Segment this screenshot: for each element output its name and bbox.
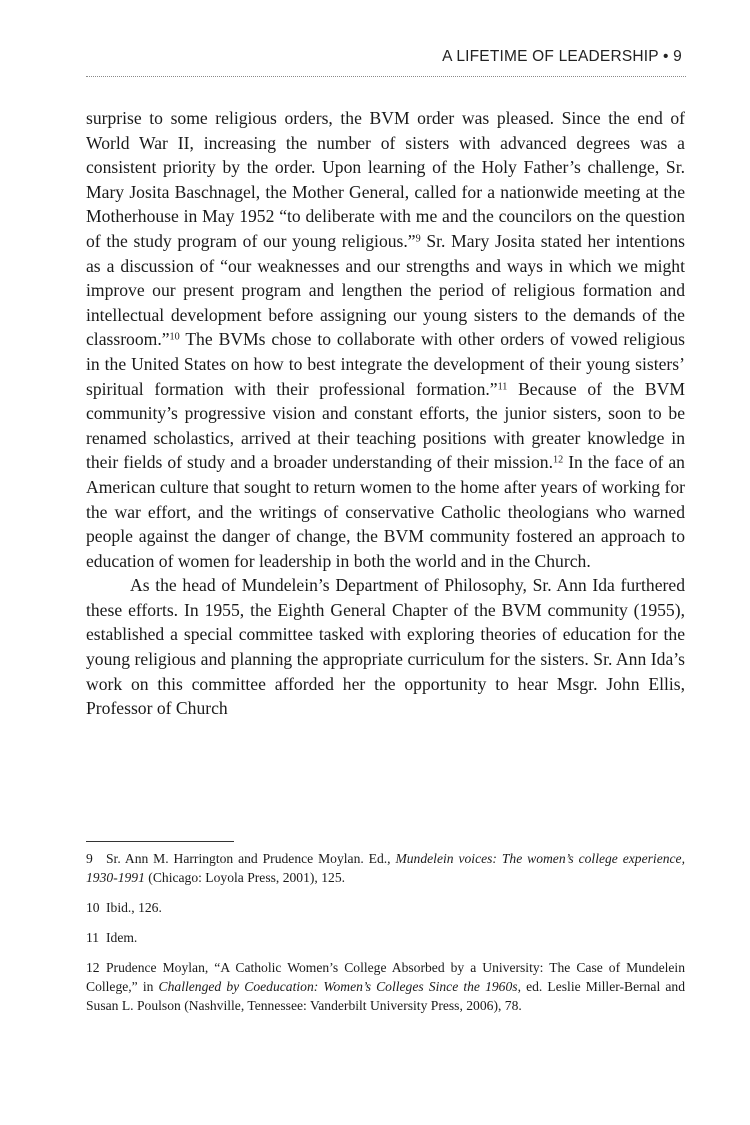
footnote-number: 12: [86, 960, 100, 975]
running-head: A LIFETIME OF LEADERSHIP • 9: [442, 48, 682, 65]
paragraph-text: In the face of an American culture that sought to return women to the home after years of working for the war effort, and the writings of conservative Catholic theologians who warned people against the danger of change, the BVM community fostered an approach to education of women for leadership in both the world and in the Church.: [86, 452, 685, 571]
footnote-divider: [86, 841, 234, 842]
paragraph-text: surprise to some religious orders, the BVM order was pleased. Since the end of World War II, increasing the number of sisters with advanced degrees was a consistent priority by the order. Upon learning of the Holy Father’s challenge, Sr. Mary Josita Baschnagel, the Mother General, called for a nationwide meeting at the Motherhouse in May 1952 “to deliberate with me and the councilors on the question of the study program of our young religious.”: [86, 108, 685, 251]
paragraph-text: Because of the BVM community’s progressive vision and constant efforts, the junior sisters, soon to be renamed scholastics, arrived at their teaching positions with greater knowledge in their fields of study and a broader understanding of their mission.: [86, 378, 685, 473]
paragraph-1: [86, 106, 685, 573]
footnote-number: 11: [86, 930, 100, 945]
footnote-10: [86, 898, 685, 917]
footnote-9: [86, 849, 685, 887]
footnote-text: Ibid., 126.: [106, 900, 162, 915]
footnote-11: [86, 928, 685, 947]
paragraph-text: The BVMs chose to collaborate with other orders of vowed religious in the United States on how to best integrate the development of their young sisters’ spiritual formation with their professional formation.”: [86, 329, 685, 399]
footnote-ref-9[interactable]: 9: [415, 233, 421, 245]
footnote-number: 10: [86, 900, 100, 915]
footnote-ref-10[interactable]: 10: [169, 331, 180, 343]
paragraph-text: Sr. Mary Josita stated her intentions as a discussion of “our weaknesses and our strengths and ways in which we might improve our present program and lengthen the period of religious formation and intellectual development before assigning our young sisters to the demands of the classroom.”: [86, 230, 685, 350]
footnote-text: Sr. Ann M. Harrington and Prudence Moylan. Ed.,: [106, 851, 396, 866]
footnote-title: Challenged by Coeducation: Women’s Colleges Since the 1960s: [158, 979, 518, 994]
body-text: [86, 106, 685, 721]
footnote-title: Mundelein voices: The women’s college experience, 1930-1991: [86, 851, 685, 885]
footnotes: [86, 849, 685, 1026]
footnote-text: (Chicago: Loyola Press, 2001), 125.: [144, 870, 346, 885]
header-divider: [86, 76, 686, 77]
footnote-text: Idem.: [106, 930, 138, 945]
footnote-text: Prudence Moylan, “A Catholic Women’s College Absorbed by a University: The Case of Mundelein College,” in: [86, 960, 685, 994]
footnote-ref-11[interactable]: 11: [497, 380, 508, 392]
footnote-number: 9: [86, 851, 93, 866]
footnote-text: , ed. Leslie Miller-Bernal and Susan L. Poulson (Nashville, Tennessee: Vanderbilt University Press, 2006), 78.: [86, 979, 685, 1013]
footnote-12: [86, 958, 685, 1015]
footnote-ref-12[interactable]: 12: [552, 454, 564, 466]
paragraph-2: As the head of Mundelein’s Department of Philosophy, Sr. Ann Ida furthered these efforts. In 1955, the Eighth General Chapter of the BVM community (1955), established a special committee tasked with exploring theories of education for the young religious and planning the appropriate curriculum for the sisters. Sr. Ann Ida’s work on this committee afforded her the opportunity to hear Msgr. John Ellis, Professor of Church: [86, 575, 685, 719]
